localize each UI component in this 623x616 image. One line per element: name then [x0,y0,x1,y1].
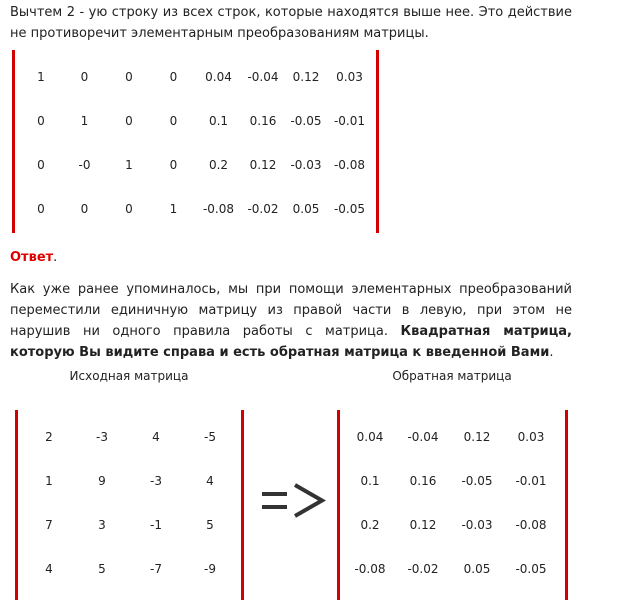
matrix-cell: -0.02 [247,202,279,216]
matrix-cell: -0.04 [407,430,439,444]
matrix-cell: 0 [37,158,45,172]
answer-dot: . [53,250,58,265]
double-arrow-implies-icon [259,476,327,526]
original-matrix-caption: Исходная матрица [69,369,189,383]
matrix-cell: 0 [80,202,89,216]
matrix-cell: 4 [45,562,53,576]
equals-top-bar [262,492,287,496]
matrix-cell: 0.1 [208,114,229,128]
greater-than-chevron [295,485,322,516]
matrix-cell: 5 [206,518,214,532]
matrix-cell: 0.12 [249,158,277,172]
matrix-cell: -0.08 [515,518,547,532]
inverse-matrix [337,410,569,600]
matrix-cell: 0.04 [205,70,232,84]
matrix-cell: 0.05 [463,562,491,576]
original-matrix [15,410,245,600]
matrix-cell: 4 [206,474,214,488]
matrix-cell: 0.12 [409,518,437,532]
matrix-cell: -0.08 [333,158,366,172]
matrix-cell: 1 [45,474,53,488]
matrix-cell: -0 [78,158,91,172]
matrix-cell: 0.16 [249,114,277,128]
intro-text: Вычтем 2 - ую строку из всех строк, которые находятся выше нее. Это действие не противоречит элементарным преобразованиям матрицы. [10,5,572,41]
matrix-cell: 0.03 [517,430,545,444]
matrix-cell: -0.01 [515,474,547,488]
matrix-right-bracket [376,50,379,233]
inverse-matrix-grid [345,410,559,591]
matrix-cell: 1 [125,158,133,172]
matrix-cell: 0.03 [336,70,363,84]
matrix-cell: -9 [204,562,216,576]
conclusion-end: . [549,345,554,360]
matrix-cell: -0.08 [202,202,235,216]
matrix-cell: 0 [37,114,45,128]
matrix-cell: 3 [98,518,106,532]
matrix-cell: -0.04 [247,70,279,84]
matrix-cell: 7 [45,518,53,532]
matrix-cell: -1 [150,518,162,532]
matrix-cell: 0.16 [409,474,437,488]
intro-paragraph [10,2,572,44]
matrix-cell: 0.2 [208,158,229,172]
matrix-cell: 1 [169,202,178,216]
matrix-left-bracket [15,410,18,600]
equals-bottom-bar [262,505,287,509]
matrix-cell: 5 [98,562,106,576]
matrix-cell: -0.05 [515,562,547,576]
matrix-cell: 0.04 [356,430,384,444]
answer-heading [10,250,57,265]
matrix-cell: -3 [96,430,108,444]
matrix-left-bracket [337,410,340,600]
matrix-cell: 0.2 [360,518,380,532]
matrix-cell: 0.12 [292,70,320,84]
matrix-cell: -0.08 [354,562,386,576]
matrix-right-bracket [565,410,568,600]
matrix-cell: -7 [150,562,162,576]
matrix-cell: 0 [125,114,133,128]
matrix-cell: -0.05 [461,474,493,488]
matrix-cell: 0.12 [463,430,491,444]
matrix-cell: -0.05 [333,202,366,216]
conclusion-paragraph [10,279,572,363]
matrix-cell: 0 [169,158,178,172]
matrix-cell: 0 [169,70,178,84]
matrix-cell: -3 [150,474,162,488]
original-matrix-grid [23,410,237,591]
matrix-cell: -0.05 [290,114,322,128]
augmented-matrix-grid [20,50,372,231]
matrix-cell: 0 [125,70,133,84]
matrix-cell: -0.03 [461,518,493,532]
matrix-cell: -0.02 [407,562,439,576]
matrix-cell: 0 [125,202,133,216]
inverse-matrix-caption: Обратная матрица [392,369,512,383]
matrix-cell: 1 [37,70,45,84]
matrix-cell: 0 [37,202,45,216]
matrix-cell: 0 [80,70,89,84]
matrix-cell: 0 [169,114,178,128]
matrix-cell: 4 [152,430,160,444]
matrix-cell: 9 [98,474,106,488]
conclusion-bold-text: Квадратная матрица, которую Вы видите справа и есть обратная матрица к введенной Вами [10,324,572,360]
matrix-cell: -0.01 [333,114,366,128]
matrix-cell: 0.1 [360,474,380,488]
answer-label: Ответ [10,250,54,265]
matrix-right-bracket [241,410,244,600]
matrix-cell: -0.03 [290,158,322,172]
matrix-cell: 1 [80,114,89,128]
matrix-cell: -5 [204,430,216,444]
conclusion-text: Как уже ранее упоминалось, мы при помощи элементарных преобразований переместили единичную матрицу из правой части в левую, при этом не нарушив ни одного правила работы с матрица. [10,282,572,339]
matrix-cell: 0.05 [292,202,320,216]
matrix-cell: 2 [45,430,53,444]
matrix-left-bracket [12,50,15,233]
augmented-matrix [12,50,379,233]
